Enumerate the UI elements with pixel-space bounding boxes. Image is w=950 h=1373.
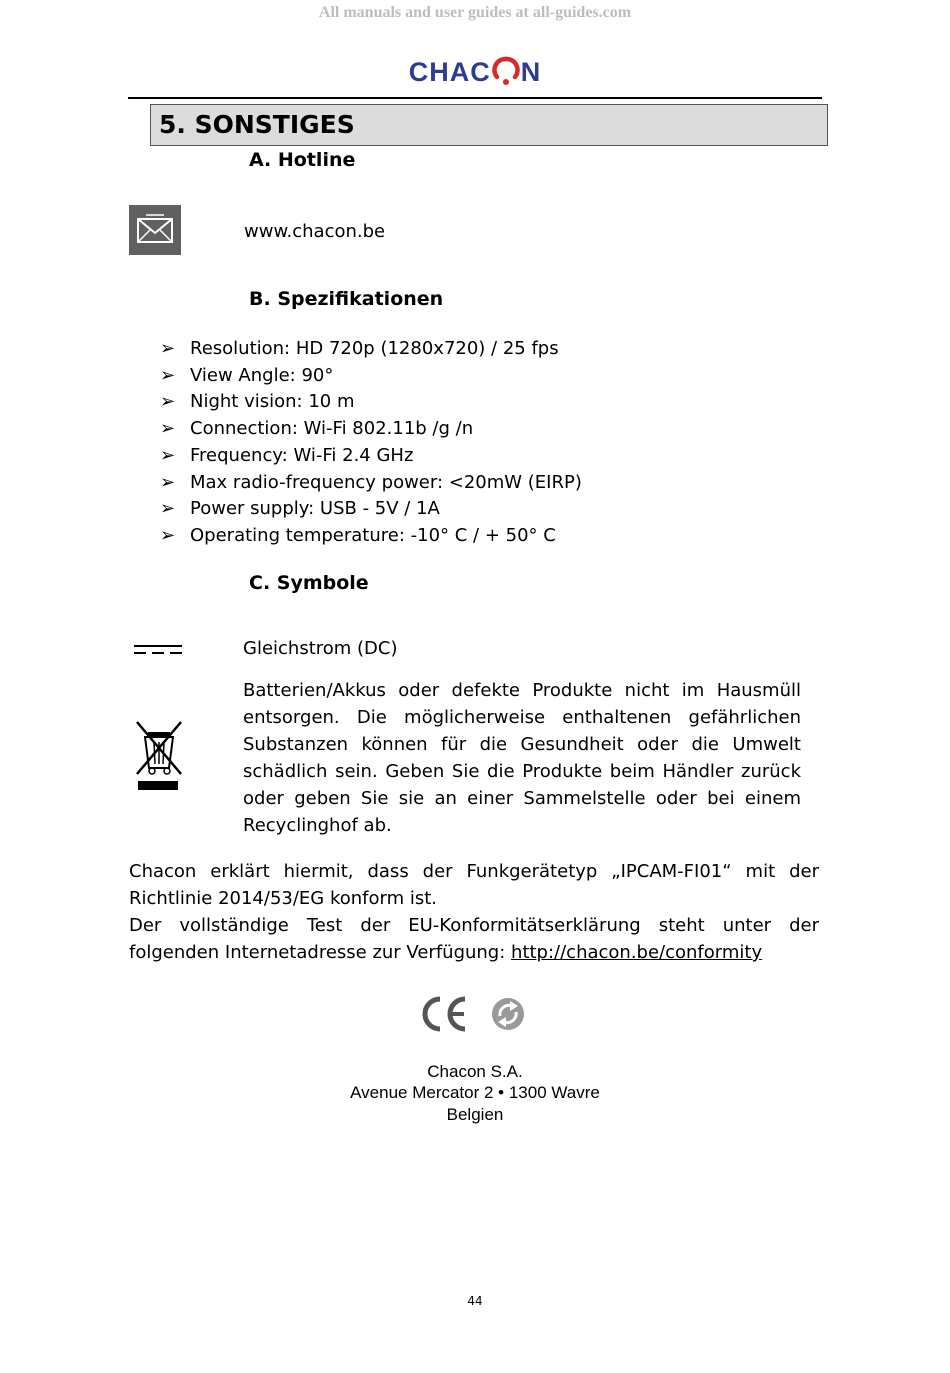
arrow-bullet-icon: ➢ [160, 391, 176, 413]
declaration-line-1: Chacon erklärt hiermit, dass der Funkgerätetyp „IPCAM-FI01“ mit der Richtlinie 2014/53/EG konform ist. [129, 861, 819, 909]
spec-item: ➢ Operating temperature: -10° C / + 50° C [160, 523, 582, 550]
crossed-bin-icon [133, 718, 185, 798]
company-street: Avenue Mercator 2 • 1300 Wavre [350, 1083, 600, 1102]
spec-item: ➢ Connection: Wi-Fi 802.11b /g /n [160, 416, 582, 443]
arrow-bullet-icon: ➢ [160, 524, 176, 546]
company-country: Belgien [446, 1105, 504, 1124]
logo-o-icon [492, 56, 520, 86]
chacon-logo: CHAC N [408, 57, 542, 87]
spec-item: ➢ Max radio-frequency power: <20mW (EIRP) [160, 470, 582, 497]
spec-item: ➢ View Angle: 90° [160, 363, 582, 390]
conformity-link[interactable]: http://chacon.be/conformity [511, 942, 763, 963]
weee-text: Batterien/Akkus oder defekte Produkte nicht im Hausmüll entsorgen. Die möglicherweise enthaltenen gefährlichen Substanzen können für die Gesundheit oder die Umwelt schädlich sein. Geben Sie die Produkte beim Händler zurück oder geben Sie sie an einer Sammelstelle oder bei einem Recyclinghof ab. [243, 680, 801, 836]
header-rule [128, 97, 822, 99]
dc-label: Gleichstrom (DC) [243, 638, 398, 659]
direct-current-icon [134, 642, 182, 661]
specs-heading: B. Spezifikationen [249, 288, 444, 310]
arrow-bullet-icon: ➢ [160, 471, 176, 493]
recycle-icon [488, 994, 528, 1038]
spec-list [160, 336, 582, 550]
declaration-line-2: Der vollständige Test der EU-Konformitätserklärung steht unter der folgenden Internetadresse zur Verfügung: http://chacon.be/conformity [129, 915, 819, 963]
arrow-bullet-icon: ➢ [160, 444, 176, 466]
spec-item: ➢ Resolution: HD 720p (1280x720) / 25 fps [160, 336, 582, 363]
symbols-heading: C. Symbole [249, 572, 369, 594]
arrow-bullet-icon: ➢ [160, 364, 176, 386]
company-name: Chacon S.A. [427, 1062, 523, 1081]
hotline-heading: A. Hotline [249, 149, 356, 171]
arrow-bullet-icon: ➢ [160, 418, 176, 440]
spec-item: ➢ Frequency: Wi-Fi 2.4 GHz [160, 443, 582, 470]
arrow-bullet-icon: ➢ [160, 498, 176, 520]
watermark: All manuals and user guides at all-guides.com [318, 4, 632, 21]
hotline-url[interactable]: www.chacon.be [244, 221, 386, 242]
page-number: 44 [467, 1294, 483, 1308]
spec-item: ➢ Night vision: 10 m [160, 389, 582, 416]
mail-icon [129, 205, 181, 255]
section-title: 5. SONSTIGES [159, 110, 355, 139]
spec-item: ➢ Power supply: USB - 5V / 1A [160, 496, 582, 523]
arrow-bullet-icon: ➢ [160, 338, 176, 359]
ce-mark-icon [419, 994, 471, 1038]
